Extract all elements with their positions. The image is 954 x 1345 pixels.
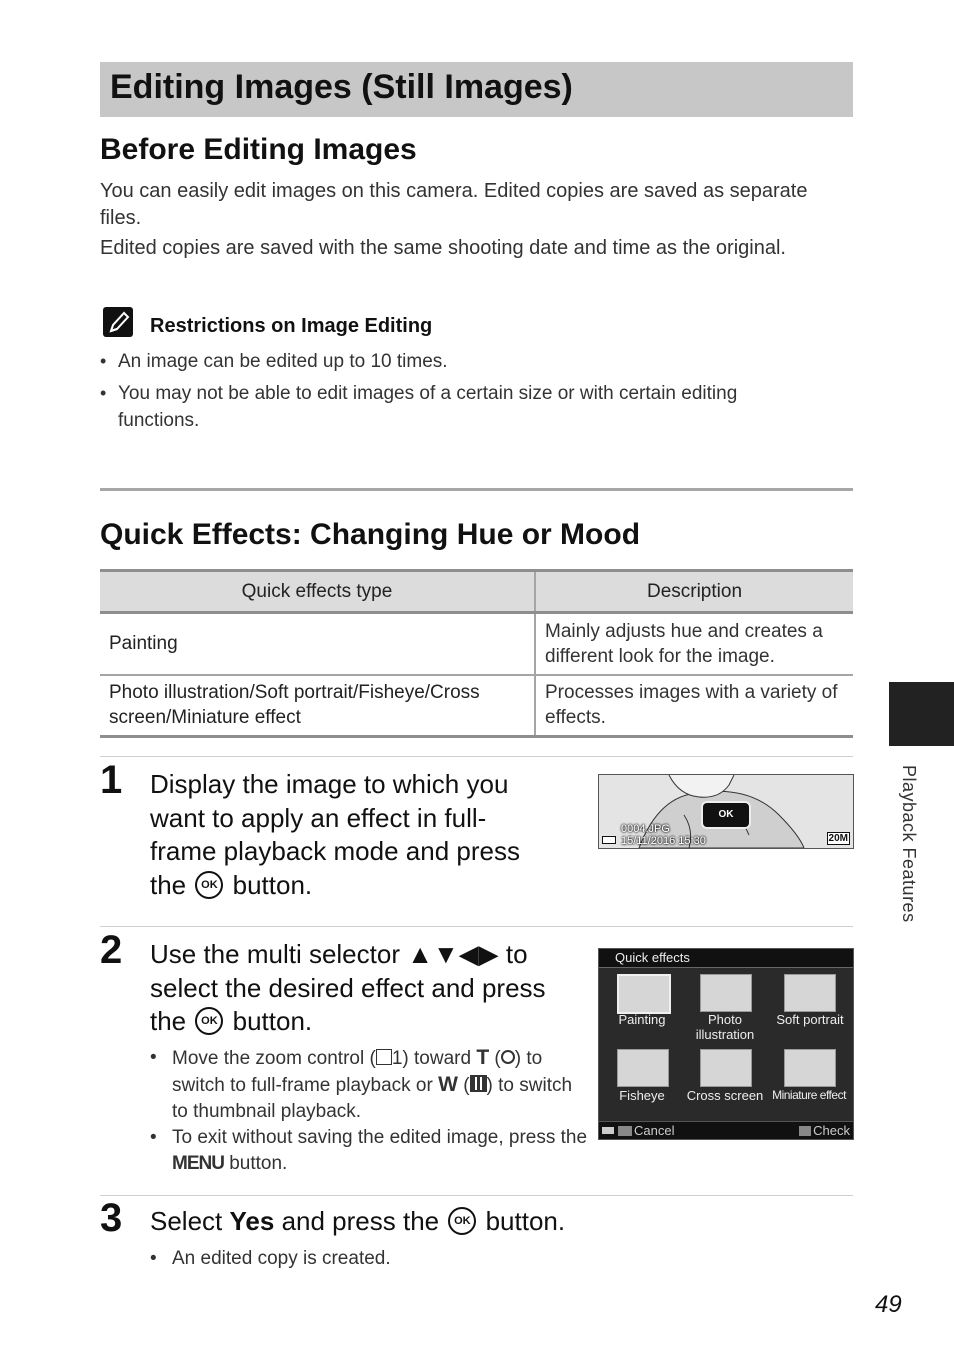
step-2-text: Use the multi selector ▲▼◀▶ to select the desired effect and press the OK button. — [150, 939, 546, 1036]
before-para-2: Edited copies are saved with the same shooting date and time as the original. — [100, 237, 786, 259]
note-bullet-2: • You may not be able to edit images of a certain size or with certain editing functions. — [100, 380, 818, 434]
pencil-note-icon — [103, 307, 133, 337]
zoom-check-icon — [799, 1126, 811, 1136]
page-title: Editing Images (Still Images) — [110, 68, 573, 106]
table-row — [100, 675, 853, 737]
step-1-text: Display the image to which you want to apply an effect in full-frame playback mode and press the OK button. — [150, 769, 520, 900]
menu-button-icon: MENU — [172, 1153, 224, 1174]
note-bullet-1: • An image can be edited up to 10 times. — [100, 348, 838, 375]
step-divider — [100, 926, 853, 927]
menu-icon — [618, 1126, 632, 1136]
playback-screen-image — [598, 774, 854, 849]
table-header-row — [100, 571, 853, 613]
effect-label-soft-portrait: Soft portrait — [776, 1012, 844, 1027]
cancel-hint: Cancel — [634, 1123, 675, 1138]
title-bar — [100, 62, 853, 117]
step-3-bullet-1: • An edited copy is created. — [150, 1246, 672, 1272]
section-side-tab — [889, 682, 954, 746]
effect-thumb-cross-screen[interactable] — [700, 1049, 752, 1087]
file-name: 0004.JPG — [621, 823, 670, 835]
table-cell-description: Mainly adjusts hue and creates a different look for the image. — [535, 613, 853, 675]
table-header-type: Quick effects type — [100, 571, 535, 613]
zoom-wide-icon: W — [438, 1073, 458, 1096]
screen-header — [599, 949, 853, 968]
section-side-label: Playback Features — [899, 765, 919, 923]
step-1-number: 1 — [100, 758, 123, 802]
ok-button-icon: OK — [195, 1007, 223, 1035]
effect-label-fisheye: Fisheye — [619, 1088, 665, 1103]
effect-thumb-photo-illustration[interactable] — [700, 974, 752, 1012]
book-ref-icon — [376, 1049, 392, 1065]
battery-icon — [602, 1127, 614, 1134]
thumbnail-grid-icon — [470, 1075, 487, 1092]
screen-footer — [599, 1121, 853, 1140]
quick-effects-heading: Quick Effects: Changing Hue or Mood — [100, 518, 641, 551]
effect-thumb-soft-portrait[interactable] — [784, 974, 836, 1012]
quick-effects-table — [100, 569, 853, 738]
file-datetime: 15/11/2016 15:30 — [621, 835, 706, 847]
step-2-number: 2 — [100, 928, 123, 972]
table-header-description: Description — [535, 571, 853, 613]
step-divider — [100, 756, 853, 757]
before-para-1: You can easily edit images on this camera. Edited copies are saved as separate files. — [100, 180, 808, 229]
table-cell-description: Processes images with a variety of effects. — [535, 675, 853, 737]
section-divider — [100, 488, 853, 491]
effect-thumb-miniature-effect[interactable] — [784, 1049, 836, 1087]
ok-button-icon: OK — [195, 871, 223, 899]
ok-edit-badge: OK — [701, 801, 751, 829]
step-3-number: 3 — [100, 1196, 123, 1240]
effect-thumb-painting[interactable] — [617, 974, 671, 1014]
step-3-text: Select Yes and press the OK button. — [150, 1206, 566, 1236]
step-divider — [100, 1195, 853, 1196]
quick-effects-screen — [598, 948, 854, 1140]
before-editing-heading: Before Editing Images — [100, 133, 417, 166]
check-hint: Check — [813, 1123, 850, 1138]
image-size-badge: 20M — [828, 833, 848, 844]
screen-header-title: Quick effects — [615, 950, 690, 965]
battery-icon — [602, 836, 616, 844]
ok-button-icon: OK — [448, 1207, 476, 1235]
page-number: 49 — [875, 1291, 902, 1318]
effect-label-painting: Painting — [618, 1012, 666, 1027]
table-cell-type: Photo illustration/Soft portrait/Fisheye/Cross screen/Miniature effect — [100, 675, 535, 737]
yes-option: Yes — [229, 1206, 275, 1236]
effect-label-photo-illustration: Photo illustration — [695, 1012, 755, 1042]
effect-thumb-fisheye[interactable] — [617, 1049, 669, 1087]
step-2-bullet-1: • Move the zoom control ( 1) toward T ( ) to switch to full-frame playback or W ( ) to switch to thumbnail playback. — [150, 1045, 592, 1125]
note-title: Restrictions on Image Editing — [150, 315, 433, 337]
magnifier-icon — [501, 1050, 515, 1064]
zoom-tele-icon: T — [476, 1046, 490, 1069]
file-info — [621, 823, 706, 847]
table-cell-type: Painting — [100, 613, 535, 675]
effect-label-cross-screen: Cross screen — [686, 1088, 764, 1103]
table-row — [100, 613, 853, 675]
step-2-bullet-2: • To exit without saving the edited image, press the MENU button. — [150, 1125, 592, 1177]
effect-label-miniature-effect: Miniature effect — [772, 1088, 846, 1102]
